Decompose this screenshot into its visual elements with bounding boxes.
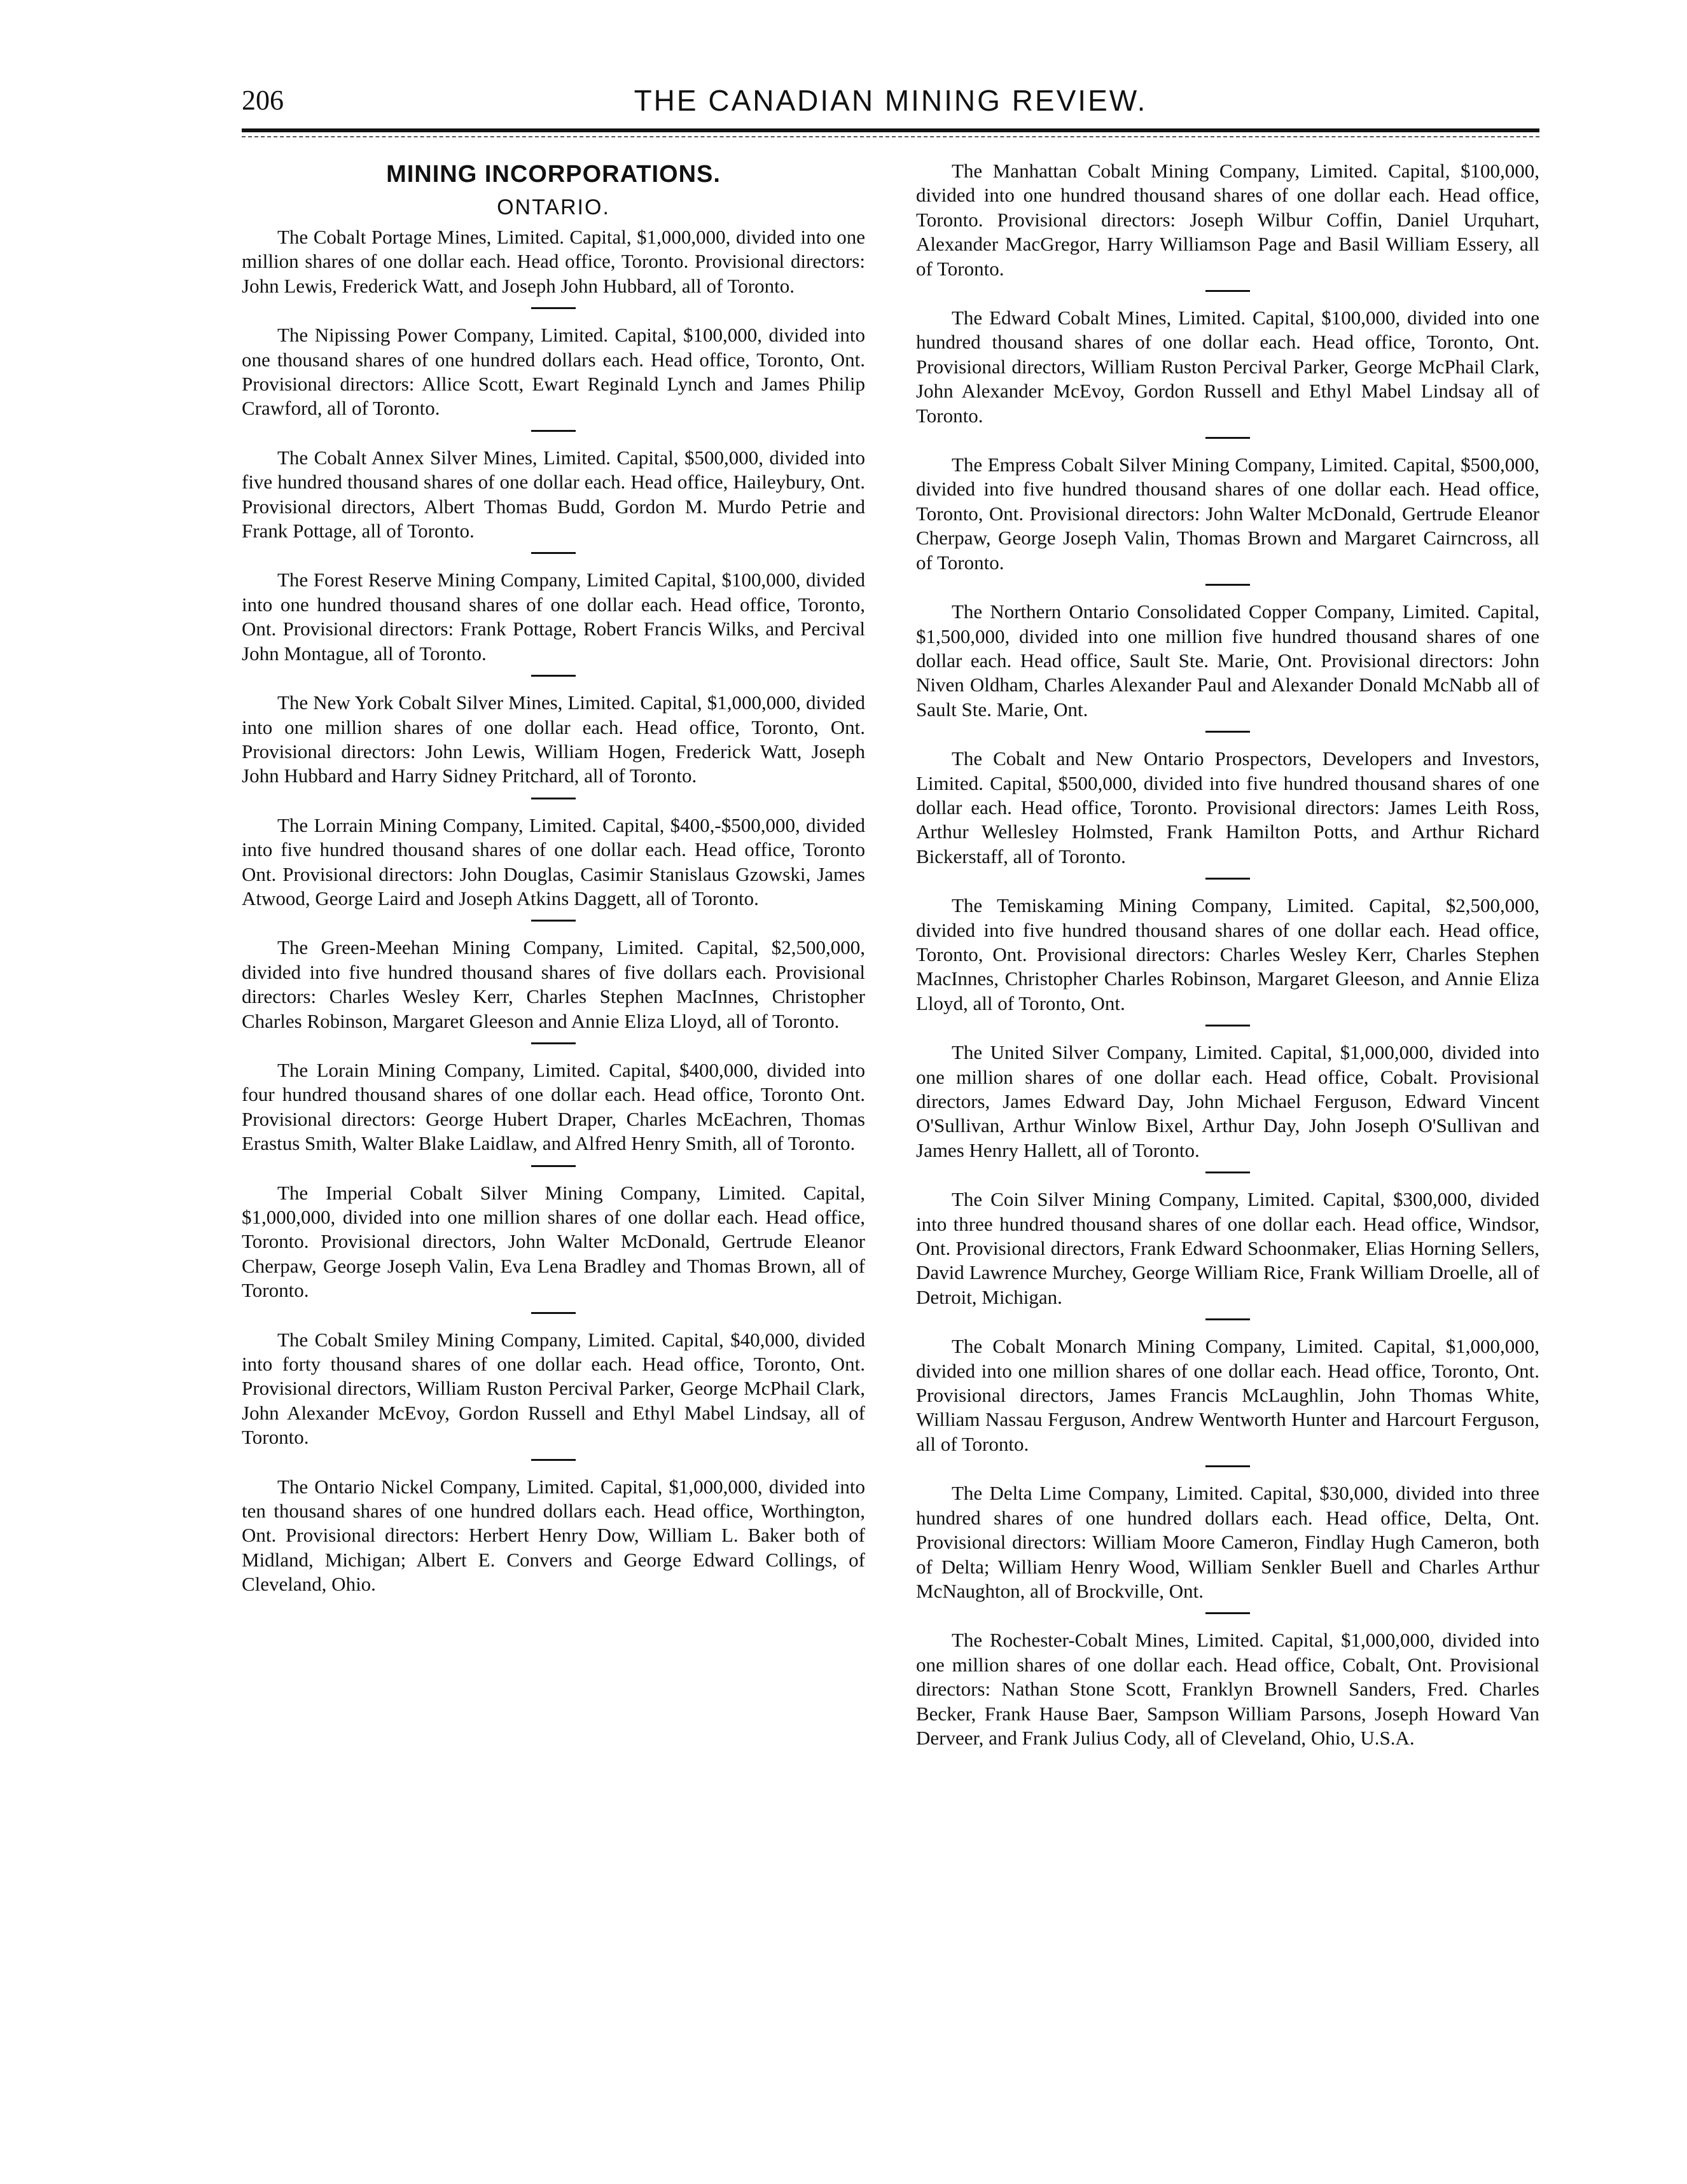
entry-separator <box>1205 1171 1250 1173</box>
left-column <box>242 159 865 1750</box>
entry-separator <box>1205 437 1250 439</box>
entry-separator <box>1205 290 1250 292</box>
entry-separator <box>531 1312 576 1314</box>
incorporation-entry: The United Silver Company, Limited. Capital, $1,000,000, divided into one million shares of one dollar each. Head office, Cobalt. Provisional directors, James Edward Day, John Michael Ferguson, Edward Vincent O'Sullivan, Arthur Winlow Bixel, Arthur Day, John Joseph O'Sullivan and James Henry Hallett, all of Toronto. <box>916 1041 1539 1161</box>
article-title: MINING INCORPORATIONS. <box>386 161 721 188</box>
incorporation-entry: The Cobalt Smiley Mining Company, Limited. Capital, $40,000, divided into forty thousand shares of one dollar each. Head office, Toronto, Ont. Provisional directors, William Ruston Percival Parker, George McPhail Clark, John Alexander McEvoy, Gordon Russell and Ethyl Mabel Lindsay, all of Toronto. <box>242 1328 865 1449</box>
incorporation-entry: The Manhattan Cobalt Mining Company, Limited. Capital, $100,000, divided into one hundred thousand shares of one dollar each. Head office, Toronto. Provisional directors: Joseph Wilbur Coffin, Daniel Urquhart, Alexander MacGregor, Harry Williamson Page and Basil William Essery, all of Toronto. <box>916 160 1539 280</box>
two-column-body <box>242 159 1539 1750</box>
entry-separator <box>1205 584 1250 586</box>
entry-separator <box>1205 1318 1250 1320</box>
entry-separator <box>531 920 576 922</box>
incorporation-entry: The Nipissing Power Company, Limited. Capital, $100,000, divided into one thousand shares of one hundred dollars each. Head office, Toronto, Ont. Provisional directors: Allice Scott, Ewart Reginald Lynch and James Philip Crawford, all of Toronto. <box>242 324 865 420</box>
incorporation-entry: The Rochester-Cobalt Mines, Limited. Capital, $1,000,000, divided into one million shares of one dollar each. Head office, Cobalt, Ont. Provisional directors: Nathan Stone Scott, Franklyn Brownell Sanders, Fred. Charles Becker, Frank Hause Baer, Sampson William Parsons, Joseph Howard Van Derveer, and Frank Julius Cody, all of Cleveland, Ohio, U.S.A. <box>916 1629 1539 1749</box>
incorporation-entry: The Cobalt Portage Mines, Limited. Capital, $1,000,000, divided into one million shares of one dollar each. Head office, Toronto. Provisional directors: John Lewis, Frederick Watt, and Joseph John Hubbard, all of Toronto. <box>242 226 865 297</box>
page-number: 206 <box>242 85 284 116</box>
page <box>242 83 1539 2105</box>
journal-title: THE CANADIAN MINING REVIEW. <box>634 84 1148 117</box>
incorporation-entry: The Cobalt and New Ontario Prospectors, Developers and Investors, Limited. Capital, $500,000, divided into five hundred thousand shares of one dollar each. Head office, Toronto. Provisional directors: James Leith Ross, Arthur Wellesley Holmsted, Frank Hamilton Potts, and Arthur Richard Bickerstaff, all of Toronto. <box>916 747 1539 867</box>
entry-separator <box>1205 1612 1250 1614</box>
entry-separator <box>1205 878 1250 880</box>
incorporation-entry: The Imperial Cobalt Silver Mining Company, Limited. Capital, $1,000,000, divided into one million shares of one dollar each. Head office, Toronto. Provisional directors, John Walter McDonald, Gertrude Eleanor Cherpaw, George Joseph Valin, Eva Lena Bradley and Thomas Brown, all of Toronto. <box>242 1181 865 1302</box>
entry-separator <box>1205 1025 1250 1026</box>
incorporation-entry: The Lorain Mining Company, Limited. Capital, $400,000, divided into four hundred thousand shares of one dollar each. Head office, Toronto Ont. Provisional directors: George Hubert Draper, Charles McEachren, Thomas Erastus Smith, Walter Blake Laidlaw, and Alfred Henry Smith, all of Toronto. <box>242 1058 865 1155</box>
incorporation-entry: The Cobalt Monarch Mining Company, Limited. Capital, $1,000,000, divided into one million shares of one dollar each. Head office, Toronto, Ont. Provisional directors, James Francis McLaughlin, John Thomas White, William Nassau Ferguson, Andrew Wentworth Hunter and Harcourt Ferguson, all of Toronto. <box>916 1335 1539 1455</box>
incorporation-entry: The Edward Cobalt Mines, Limited. Capital, $100,000, divided into one hundred thousand shares of one dollar each. Head office, Toronto, Ont. Provisional directors, William Ruston Percival Parker, George McPhail Clark, John Alexander McEvoy, Gordon Russell and Ethyl Mabel Lindsay all of Toronto. <box>916 307 1539 427</box>
incorporation-entry: The Northern Ontario Consolidated Copper Company, Limited. Capital, $1,500,000, divided into one million five hundred thousand shares of one dollar each. Head office, Sault Ste. Marie, Ont. Provisional directors: John Niven Oldham, Charles Alexander Paul and Alexander Donald McNabb all of Sault Ste. Marie, Ont. <box>916 600 1539 721</box>
entry-separator <box>531 1459 576 1461</box>
incorporation-entry: The Lorrain Mining Company, Limited. Capital, $400,-$500,000, divided into five hundred thousand shares of one dollar each. Head office, Toronto Ont. Provisional directors: John Douglas, Casimir Stanislaus Gzowski, James Atwood, George Laird and Joseph Atkins Daggett, all of Toronto. <box>242 813 865 909</box>
incorporation-entry: The Green-Meehan Mining Company, Limited. Capital, $2,500,000, divided into five hundred thousand shares of five dollars each. Provisional directors: Charles Wesley Kerr, Charles Stephen MacInnes, Christopher Charles Robinson, Margaret Gleeson and Annie Eliza Lloyd, all of Toronto. <box>242 936 865 1032</box>
page-header <box>242 83 1539 127</box>
entry-separator <box>531 430 576 432</box>
right-column <box>916 159 1539 1750</box>
incorporation-entry: The Forest Reserve Mining Company, Limited Capital, $100,000, divided into one hundred thousand shares of one dollar each. Head office, Toronto, Ont. Provisional directors: Frank Pottage, Robert Francis Wilks, and Percival John Montague, all of Toronto. <box>242 569 865 665</box>
incorporation-entry: The New York Cobalt Silver Mines, Limited. Capital, $1,000,000, divided into one million shares of one dollar each. Head office, Toronto, Ont. Provisional directors: John Lewis, William Hogen, Frederick Watt, Joseph John Hubbard and Harry Sidney Pritchard, all of Toronto. <box>242 691 865 787</box>
entry-separator <box>531 307 576 309</box>
entry-separator <box>1205 1465 1250 1467</box>
entry-separator <box>531 798 576 799</box>
incorporation-entry: The Delta Lime Company, Limited. Capital, $30,000, divided into three hundred shares of one hundred dollars each. Head office, Delta, Ont. Provisional directors: William Moore Cameron, Findlay Hugh Cameron, both of Delta; William Henry Wood, William Senkler Buell and Charles Arthur McNaughton, all of Brockville, Ont. <box>916 1482 1539 1602</box>
entry-separator <box>531 1165 576 1167</box>
incorporation-entry: The Temiskaming Mining Company, Limited. Capital, $2,500,000, divided into five hundred thousand shares of one dollar each. Head office, Toronto, Ont. Provisional directors: Charles Wesley Kerr, Charles Stephen MacInnes, Christopher Charles Robinson, Margaret Gleeson, and Annie Eliza Lloyd, all of Toronto, Ont. <box>916 894 1539 1014</box>
entry-separator <box>531 552 576 554</box>
entry-separator <box>1205 731 1250 733</box>
header-rule <box>242 128 1539 132</box>
header-rule-dashed <box>242 136 1539 137</box>
incorporation-entry: The Cobalt Annex Silver Mines, Limited. Capital, $500,000, divided into five hundred thousand shares of one dollar each. Head office, Haileybury, Ont. Provisional directors, Albert Thomas Budd, Gordon M. Murdo Petrie and Frank Pottage, all of Toronto. <box>242 446 865 543</box>
incorporation-entry: The Coin Silver Mining Company, Limited. Capital, $300,000, divided into three hundred thousand shares of one dollar each. Head office, Windsor, Ont. Provisional directors, Frank Edward Schoonmaker, Elias Horning Sellers, David Lawrence Murchey, George William Rice, Frank William Droelle, all of Detroit, Michigan. <box>916 1188 1539 1308</box>
entry-separator <box>531 675 576 677</box>
incorporation-entry: The Empress Cobalt Silver Mining Company, Limited. Capital, $500,000, divided into five hundred thousand shares of one dollar each. Head office, Toronto, Ont. Provisional directors: John Walter McDonald, Gertrude Eleanor Cherpaw, George Joseph Valin, Thomas Brown and Margaret Cairncross, all of Toronto. <box>916 453 1539 574</box>
province-heading: ONTARIO. <box>497 195 610 219</box>
incorporation-entry: The Ontario Nickel Company, Limited. Capital, $1,000,000, divided into ten thousand shares of one hundred dollars each. Head office, Worthington, Ont. Provisional directors: Herbert Henry Dow, William L. Baker both of Midland, Michigan; Albert E. Convers and George Edward Collings, of Cleveland, Ohio. <box>242 1475 865 1596</box>
entry-separator <box>531 1042 576 1044</box>
